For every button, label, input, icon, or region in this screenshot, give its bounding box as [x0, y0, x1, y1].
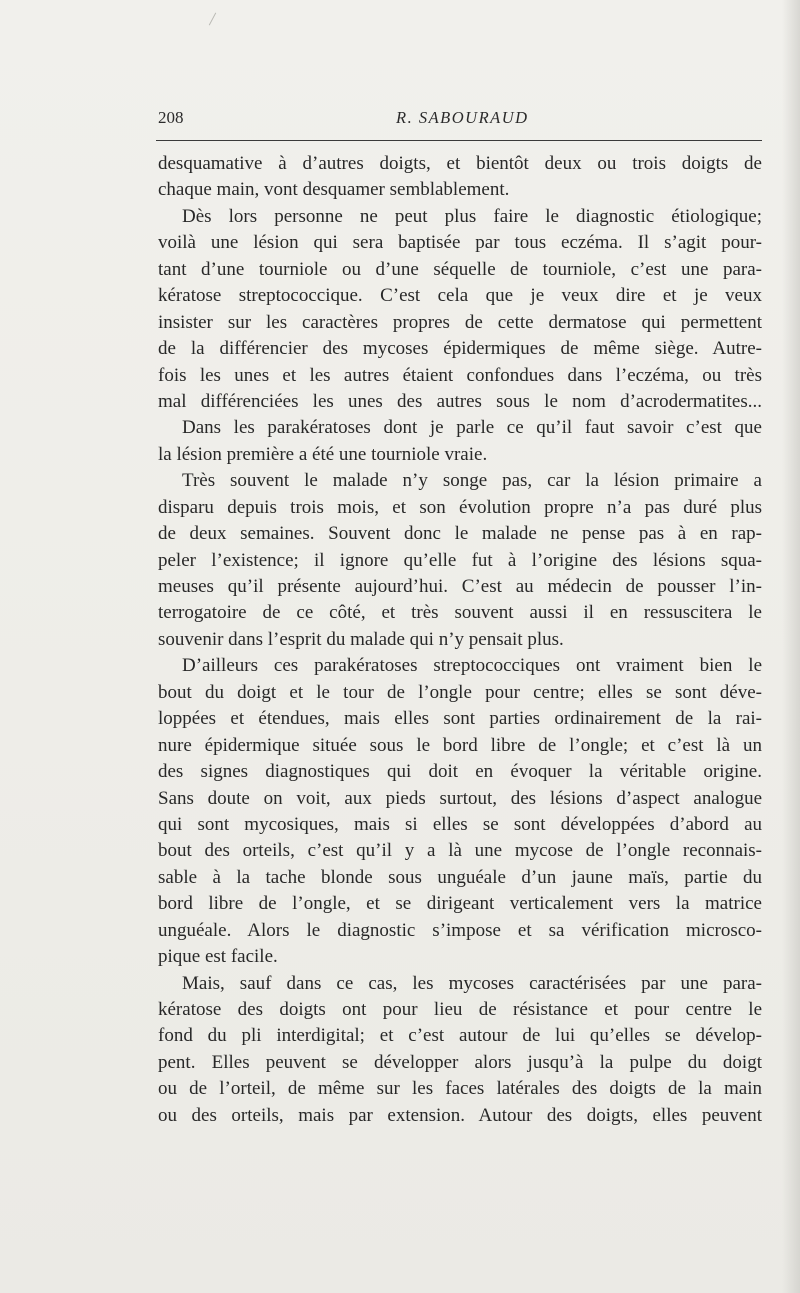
- page-number: 208: [158, 108, 184, 127]
- text-line: Dans les parakératoses dont je parle ce qu’il faut savoir c’est que: [182, 417, 762, 439]
- text-line: voilà une lésion qui sera baptisée par tous eczéma. Il s’agit pour-: [158, 232, 762, 254]
- text-line: tant d’une tourniole ou d’une séquelle de tourniole, c’est une para-: [158, 258, 762, 280]
- running-head: R. SABOURAUD: [396, 108, 529, 127]
- text-line: desquamative à d’autres doigts, et bientôt deux ou trois doigts de: [158, 153, 762, 174]
- text-line: bord libre de l’ongle, et se dirigeant verticalement vers la matrice: [158, 893, 762, 915]
- text-line: ou de l’orteil, de même sur les faces latérales des doigts de la main: [158, 1078, 762, 1100]
- text-line: de deux semaines. Souvent donc le malade ne pense pas à en rap-: [158, 523, 762, 545]
- text-line: unguéale. Alors le diagnostic s’impose et sa vérification microsco-: [158, 919, 762, 941]
- text-line: qui sont mycosiques, mais si elles se sont développées d’abord au: [158, 813, 762, 835]
- text-line: mal différenciées les unes des autres sous le nom d’acrodermatites...: [158, 390, 762, 412]
- text-line: loppées et étendues, mais elles sont parties ordinairement de la rai-: [158, 708, 762, 730]
- text-line: terrogatoire de ce côté, et très souvent aussi il en ressuscitera le: [158, 602, 762, 624]
- header-rule: [156, 140, 762, 141]
- text-line: Sans doute on voit, aux pieds surtout, des lésions d’aspect analogue: [158, 787, 762, 809]
- text-line: kératose streptococcique. C’est cela que je veux dire et je veux: [158, 285, 762, 307]
- text-line: bout du doigt et le tour de l’ongle pour centre; elles se sont déve-: [158, 681, 762, 703]
- text-line: disparu depuis trois mois, et son évolution propre n’a pas duré plus: [158, 496, 762, 518]
- text-line: ou des orteils, mais par extension. Autour des doigts, elles peuvent: [158, 1104, 762, 1126]
- text-line: insister sur les caractères propres de cette dermatose qui permettent: [158, 311, 762, 333]
- text-line: nure épidermique située sous le bord libre de l’ongle; et c’est là un: [158, 734, 762, 756]
- text-line: pique est facile.: [158, 946, 278, 968]
- text-line: Mais, sauf dans ce cas, les mycoses caractérisées par une para-: [182, 972, 762, 994]
- text-line: la lésion première a été une tourniole vraie.: [158, 443, 488, 465]
- text-line: fois les unes et les autres étaient confondues dans l’eczéma, ou très: [158, 364, 762, 386]
- text-line: Dès lors personne ne peut plus faire le diagnostic étiologique;: [182, 205, 762, 227]
- text-line: D’ailleurs ces parakératoses streptococciques ont vraiment bien le: [182, 655, 762, 677]
- text-line: pent. Elles peuvent se développer alors jusqu’à la pulpe du doigt: [158, 1051, 762, 1073]
- text-line: bout des orteils, c’est qu’il y a là une mycose de l’ongle reconnais-: [158, 840, 762, 862]
- text-line: sable à la tache blonde sous unguéale d’un jaune maïs, partie du: [158, 866, 762, 888]
- paper-mark: [209, 13, 216, 26]
- text-line: fond du pli interdigital; et c’est autour de lui qu’elles se dévelop-: [158, 1025, 762, 1047]
- text-line: de la différencier des mycoses épidermiques de même siège. Autre-: [158, 338, 762, 360]
- page-edge-shadow: [782, 0, 800, 1293]
- text-line: kératose des doigts ont pour lieu de résistance et pour centre le: [158, 999, 762, 1020]
- text-line: peler l’existence; il ignore qu’elle fut à l’origine des lésions squa-: [158, 549, 762, 571]
- text-line: chaque main, vont desquamer semblablement.: [158, 179, 510, 201]
- text-line: des signes diagnostiques qui doit en évoquer la véritable origine.: [158, 761, 762, 783]
- text-line: Très souvent le malade n’y songe pas, car la lésion primaire a: [182, 470, 762, 492]
- text-line: meuses qu’il présente aujourd’hui. C’est au médecin de pousser l’in-: [158, 576, 762, 597]
- text-line: souvenir dans l’esprit du malade qui n’y pensait plus.: [158, 628, 564, 650]
- body-text: [158, 151, 762, 1129]
